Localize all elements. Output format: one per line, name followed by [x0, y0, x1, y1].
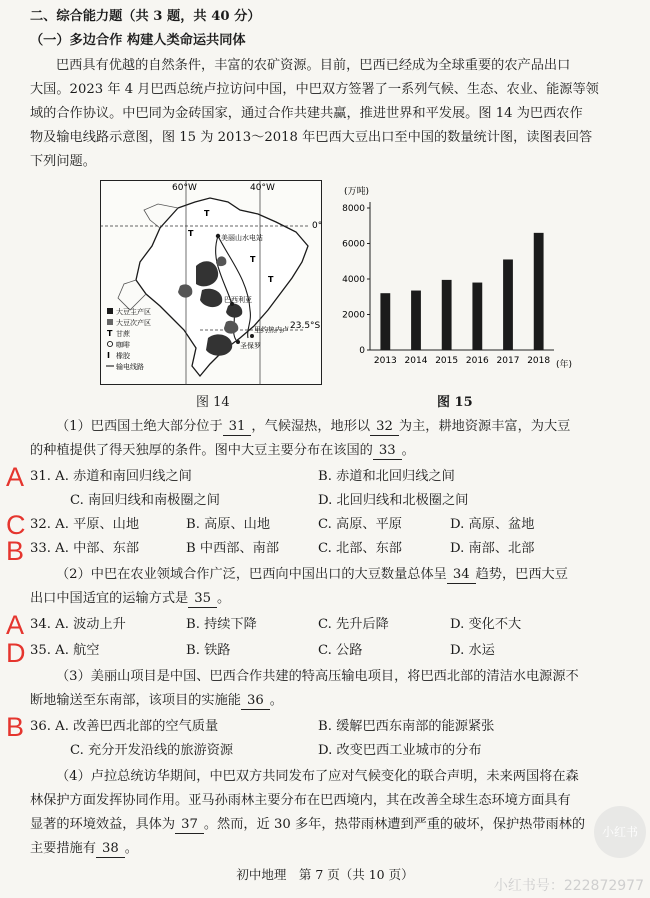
brazil-map: [100, 180, 322, 385]
svg-text:T: T: [204, 209, 210, 218]
chart-bar-2013: [380, 293, 390, 350]
chart-bar-2017: [503, 259, 513, 350]
q35-option-a: 35. A. 航空: [30, 643, 100, 658]
blank-33: 33: [373, 442, 402, 460]
q36-option-c: C. 充分开发沿线的旅游资源: [70, 743, 234, 758]
answer-mark-36: B: [6, 712, 25, 742]
chart-ytick-label-4: 8000: [342, 204, 365, 214]
q33-option-d: D. 南部、北部: [450, 541, 535, 556]
blank-37: 37: [175, 816, 204, 834]
chart-ytick-label-0: 0: [359, 346, 365, 356]
place-label-1: 美丽山水电站: [221, 234, 263, 242]
q34-option-a: 34. A. 波动上升: [30, 617, 126, 632]
place-label-3: 圣保罗: [240, 342, 261, 350]
svg-text:输电线路: 输电线路: [116, 363, 144, 371]
watermark-text: 小红书号：222872977: [493, 878, 644, 894]
q1-line-2: 的种植提供了得天独厚的条件。图中大豆主要分布在该国的 33 。: [30, 440, 415, 463]
chart-bar-2015: [442, 280, 452, 350]
tropic-label: 23.5°S: [290, 321, 321, 331]
chart-xtick-label-2018: 2018: [527, 356, 551, 366]
answer-mark-35: D: [6, 638, 26, 668]
svg-text:T: T: [107, 329, 113, 338]
svg-text:大豆次产区: 大豆次产区: [116, 319, 151, 327]
q34-option-c: C. 先升后降: [318, 617, 389, 632]
svg-text:咖啡: 咖啡: [116, 341, 130, 349]
equator-label: 0°: [312, 221, 322, 231]
svg-text:T: T: [268, 275, 274, 284]
chart-ytick-label-3: 6000: [342, 239, 365, 250]
blank-34: 34: [447, 566, 476, 584]
blank-32: 32: [370, 418, 399, 436]
soybean-export-chart: [332, 180, 582, 380]
chart-xtick-label-2016: 2016: [465, 356, 489, 366]
svg-text:T: T: [188, 229, 194, 238]
q1-line-1: （1）巴西国土绝大部分位于 31 ，气候湿热，地形以 32 为主，耕地资源丰富，为大豆: [56, 416, 570, 439]
answer-mark-31: A: [6, 462, 25, 492]
chart-xtick-label-2015: 2015: [435, 356, 459, 366]
q31-option-a: 31. A. 赤道和南回归线之间: [30, 469, 192, 484]
section-heading: 二、综合能力题（共 3 题，共 40 分）: [30, 9, 261, 24]
chart-ytick-label-2: 4000: [342, 275, 365, 285]
chart-bar-2018: [534, 233, 544, 350]
lon-label-40w: 40°W: [250, 183, 275, 193]
chart-xlabel: (年): [556, 360, 573, 370]
chart-ylabel: (万吨): [344, 187, 370, 197]
blank-31: 31: [223, 418, 252, 436]
q33-option-b: B 中西部、南部: [186, 541, 280, 556]
svg-text:大豆主产区: 大豆主产区: [116, 308, 151, 316]
svg-text:甘蔗: 甘蔗: [116, 330, 130, 338]
intro-line-4: 物及输电线路示意图，图 15 为 2013～2018 年巴西大豆出口至中国的数量统计图，读图表回答: [30, 130, 593, 145]
q31-option-b: B. 赤道和北回归线之间: [318, 469, 455, 484]
answer-mark-34: A: [6, 610, 25, 640]
q4-line-1: （4）卢拉总统访华期间，中巴双方共同发布了应对气候变化的联合声明，未来两国将在森: [56, 769, 579, 784]
answer-mark-32: C: [6, 510, 26, 540]
place-label-4: 里约热内卢: [254, 326, 289, 334]
chart-xtick-label-2013: 2013: [373, 356, 397, 366]
svg-text:T: T: [250, 255, 256, 264]
intro-line-1: 巴西具有优越的自然条件，丰富的农矿资源。目前，巴西已经成为全球重要的农产品出口: [56, 58, 571, 73]
blank-36: 36: [241, 692, 270, 710]
q4-line-2: 林保护方面发挥协同作用。亚马孙雨林主要分布在巴西境内，其在改善全球生态环境方面具有: [30, 793, 571, 808]
q32-option-a: 32. A. 平原、山地: [30, 517, 140, 532]
intro-line-5: 下列问题。: [30, 154, 96, 169]
intro-line-2: 大国。2023 年 4 月巴西总统卢拉访问中国，中巴双方签署了一系列气候、生态、农业、能源等领: [30, 82, 599, 97]
chart-xtick-label-2017: 2017: [496, 356, 520, 366]
chart-bar-2014: [411, 291, 421, 350]
watermark-badge: 小红书: [594, 806, 646, 858]
q2-line-1: （2）中巴在农业领域合作广泛，巴西向中国出口的大豆数量总体呈 34 趋势，巴西大豆: [56, 564, 568, 587]
q34-option-b: B. 持续下降: [186, 617, 257, 632]
q35-option-d: D. 水运: [450, 643, 495, 658]
svg-text:I: I: [107, 351, 110, 360]
q4-line-3: 显著的环境效益，具体为 37 。然而，近 30 多年，热带雨林遭到严重的破坏，保护热带雨林的: [30, 814, 585, 837]
chart-xtick-label-2014: 2014: [404, 356, 428, 366]
q3-line-2: 断地输送至东南部，该项目的实施能 36 。: [30, 690, 283, 713]
q36-option-a: 36. A. 改善巴西北部的空气质量: [30, 719, 219, 734]
blank-38: 38: [96, 840, 125, 858]
section-subheading: （一）多边合作 构建人类命运共同体: [30, 33, 246, 48]
q34-option-d: D. 变化不大: [450, 617, 522, 632]
q2-line-2: 出口中国适宜的运输方式是 35 。: [30, 588, 230, 611]
q4-line-4: 主要措施有 38 。: [30, 838, 138, 861]
q33-option-c: C. 北部、东部: [318, 541, 402, 556]
q33-option-a: 33. A. 中部、东部: [30, 541, 140, 556]
q35-option-c: C. 公路: [318, 643, 363, 658]
lon-label-60w: 60°W: [172, 183, 197, 193]
q32-option-b: B. 高原、山地: [186, 517, 271, 532]
map-caption: 图 14: [196, 395, 230, 410]
q3-line-1: （3）美丽山项目是中国、巴西合作共建的特高压输电项目，将巴西北部的清洁水电源源不: [56, 669, 579, 684]
blank-35: 35: [188, 590, 217, 608]
q32-option-c: C. 高原、平原: [318, 517, 402, 532]
chart-ytick-label-1: 2000: [342, 310, 365, 321]
q35-option-b: B. 铁路: [186, 643, 231, 658]
q31-option-c: C. 南回归线和南极圈之间: [70, 493, 220, 508]
chart-caption: 图 15: [437, 395, 473, 410]
q36-option-d: D. 改变巴西工业城市的分布: [318, 743, 482, 758]
chart-bar-2016: [472, 283, 482, 350]
q31-option-d: D. 北回归线和北极圈之间: [318, 493, 469, 508]
page-footer: 初中地理 第 7 页（共 10 页）: [236, 867, 414, 882]
q36-option-b: B. 缓解巴西东南部的能源紧张: [318, 719, 495, 734]
q32-option-d: D. 高原、盆地: [450, 517, 535, 532]
answer-mark-33: B: [6, 536, 25, 566]
place-label-2: 巴西利亚: [224, 296, 252, 304]
svg-text:橡胶: 橡胶: [116, 352, 130, 360]
intro-line-3: 域的合作协议。中巴同为金砖国家，通过合作共建共赢，推进世界和平发展。图 14 为巴西农作: [30, 106, 583, 121]
